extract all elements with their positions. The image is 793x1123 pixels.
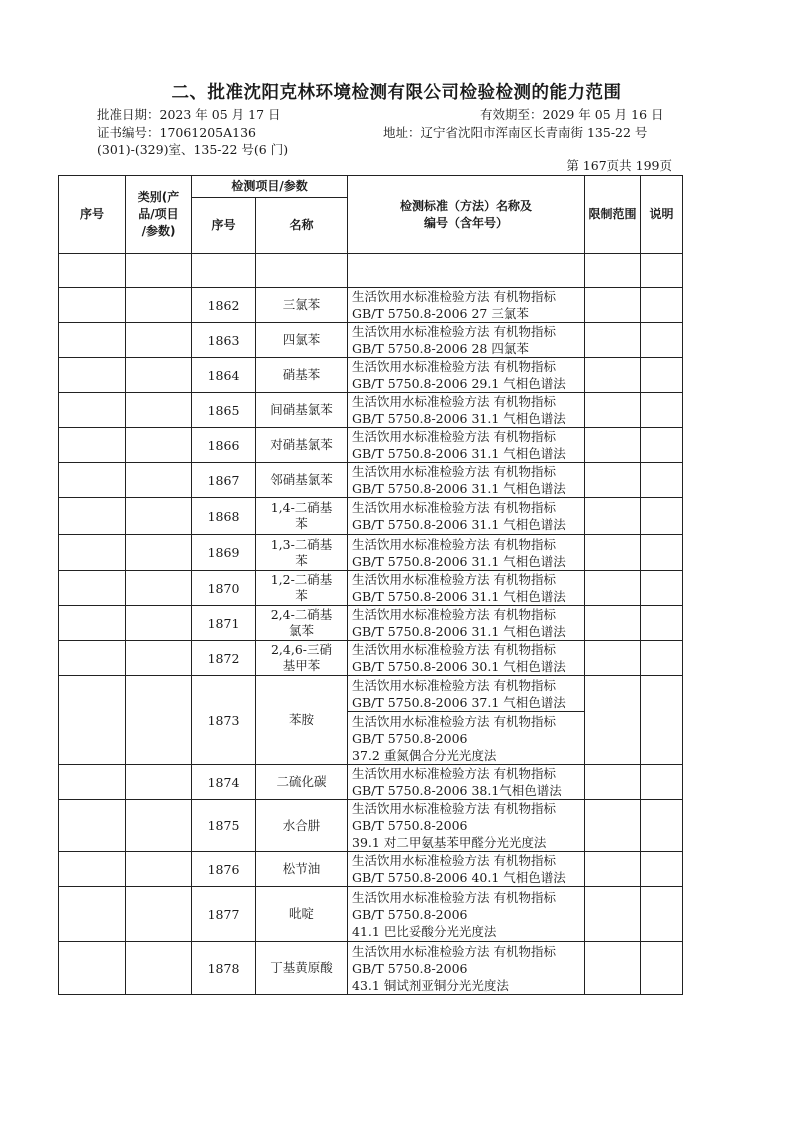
item-number: 1875: [192, 800, 256, 852]
item-number: 1866: [192, 428, 256, 463]
table-row: [59, 393, 683, 428]
standard-line: GB/T 5750.8-2006 38.1气相色谱法: [352, 783, 562, 798]
item-name: [256, 606, 348, 641]
item-number: 1878: [192, 942, 256, 995]
table-row: [59, 942, 683, 995]
standard-line: GB/T 5750.8-2006: [352, 906, 468, 922]
note-cell: [641, 676, 683, 765]
category-cell: [126, 358, 192, 393]
seq-cell: [59, 606, 126, 641]
note-cell: [641, 428, 683, 463]
table-row: [59, 676, 683, 712]
standard-line: 生活饮用水标准检验方法 有机物指标: [352, 607, 556, 622]
note-cell: [641, 535, 683, 571]
standard-line: GB/T 5750.8-2006 28 四氯苯: [352, 341, 529, 356]
item-name: [256, 393, 348, 428]
standard-line: GB/T 5750.8-2006 27 三氯苯: [352, 306, 529, 321]
standard-cell: [348, 463, 585, 498]
page-number: 第 167页共 199页: [566, 158, 672, 173]
table-row: [59, 498, 683, 535]
limit-cell: [585, 641, 641, 676]
empty-cell: [126, 254, 192, 288]
standard-line: 生活饮用水标准检验方法 有机物指标: [352, 324, 556, 339]
item-name-line: 二硫化碳: [276, 774, 327, 789]
item-number: 1864: [192, 358, 256, 393]
standard-line: 生活饮用水标准检验方法 有机物指标: [352, 642, 556, 657]
seq-cell: [59, 535, 126, 571]
item-name: [256, 428, 348, 463]
document-title: 二、批准沈阳克林环境检测有限公司检验检测的能力范围: [171, 83, 622, 103]
empty-cell: [641, 254, 683, 288]
standard-line: GB/T 5750.8-2006 31.1 气相色谱法: [352, 589, 566, 604]
category-cell: [126, 393, 192, 428]
item-name-line: 2,4-二硝基: [270, 607, 333, 622]
standard-line: GB/T 5750.8-2006: [352, 960, 468, 976]
standard-line: GB/T 5750.8-2006 31.1 气相色谱法: [352, 411, 566, 426]
standard-line: GB/T 5750.8-2006: [352, 730, 468, 746]
header-seq: 序号: [59, 176, 126, 254]
empty-cell: [585, 254, 641, 288]
standard-line: 生活饮用水标准检验方法 有机物指标: [352, 713, 556, 729]
item-number: 1867: [192, 463, 256, 498]
standard-line: 生活饮用水标准检验方法 有机物指标: [352, 359, 556, 374]
item-name-line: 水合肼: [282, 817, 321, 833]
empty-cell: [192, 254, 256, 288]
item-name-line: 邻硝基氯苯: [270, 472, 333, 487]
category-cell: [126, 942, 192, 995]
item-number: 1876: [192, 852, 256, 887]
item-number: 1865: [192, 393, 256, 428]
item-name-line: 间硝基氯苯: [270, 402, 333, 417]
category-cell: [126, 571, 192, 606]
standard-cell: [348, 712, 585, 765]
category-cell: [126, 765, 192, 800]
table-body: [59, 254, 683, 995]
limit-cell: [585, 288, 641, 323]
header-item-group: 检测项目/参数: [192, 176, 348, 198]
standard-line: 生活饮用水标准检验方法 有机物指标: [352, 853, 556, 868]
note-cell: [641, 393, 683, 428]
item-name-line: 1,2-二硝基: [270, 572, 333, 587]
item-name-line: 三氯苯: [282, 297, 321, 312]
note-cell: [641, 288, 683, 323]
item-name-line: 苯: [295, 588, 308, 603]
note-cell: [641, 887, 683, 942]
standard-cell: [348, 606, 585, 641]
item-number: 1868: [192, 498, 256, 535]
certificate-number: 证书编号：17061205A136: [97, 125, 257, 140]
item-name: [256, 463, 348, 498]
standard-cell: [348, 358, 585, 393]
seq-cell: [59, 641, 126, 676]
seq-cell: [59, 463, 126, 498]
seq-cell: [59, 942, 126, 995]
seq-cell: [59, 393, 126, 428]
item-name: [256, 498, 348, 535]
limit-cell: [585, 428, 641, 463]
item-name-line: 松节油: [282, 861, 321, 876]
table-row: [59, 535, 683, 571]
table-row: [59, 428, 683, 463]
standard-line: 生活饮用水标准检验方法 有机物指标: [352, 394, 556, 409]
item-name: [256, 641, 348, 676]
empty-cell: [348, 254, 585, 288]
standard-line: 生活饮用水标准检验方法 有机物指标: [352, 943, 556, 959]
standard-line: GB/T 5750.8-2006 31.1 气相色谱法: [352, 553, 566, 569]
standard-cell: [348, 852, 585, 887]
limit-cell: [585, 498, 641, 535]
limit-cell: [585, 942, 641, 995]
item-name-line: 丁基黄原酸: [270, 960, 333, 975]
category-cell: [126, 852, 192, 887]
item-name: [256, 323, 348, 358]
standard-cell: [348, 676, 585, 712]
standard-line: GB/T 5750.8-2006 31.1 气相色谱法: [352, 481, 566, 496]
category-cell: [126, 323, 192, 358]
standard-line: 生活饮用水标准检验方法 有机物指标: [352, 801, 556, 816]
header-item-no: 序号: [192, 198, 256, 254]
standard-line: GB/T 5750.8-2006 40.1 气相色谱法: [352, 870, 566, 885]
item-number: 1862: [192, 288, 256, 323]
header-item-name: 名称: [256, 198, 348, 254]
standard-cell: [348, 428, 585, 463]
note-cell: [641, 641, 683, 676]
address-continued: (301)-(329)室、135-22 号(6 门): [97, 142, 289, 157]
item-name-line: 1,3-二硝基: [270, 536, 333, 552]
item-name: [256, 676, 348, 765]
limit-cell: [585, 800, 641, 852]
standard-line: 生活饮用水标准检验方法 有机物指标: [352, 536, 556, 552]
item-number: 1877: [192, 887, 256, 942]
seq-cell: [59, 571, 126, 606]
category-cell: [126, 463, 192, 498]
seq-cell: [59, 765, 126, 800]
standard-line: 37.2 重氮偶合分光光度法: [352, 747, 497, 763]
note-cell: [641, 571, 683, 606]
standard-cell: [348, 942, 585, 995]
item-name: [256, 852, 348, 887]
standard-cell: [348, 571, 585, 606]
seq-cell: [59, 428, 126, 463]
table-row: [59, 606, 683, 641]
address: 地址：辽宁省沈阳市浑南区长青南街 135-22 号: [383, 125, 648, 140]
item-name-line: 对硝基氯苯: [270, 437, 333, 452]
seq-cell: [59, 852, 126, 887]
standard-cell: [348, 641, 585, 676]
table-row: [59, 323, 683, 358]
standard-line: GB/T 5750.8-2006 30.1 气相色谱法: [352, 659, 566, 674]
note-cell: [641, 800, 683, 852]
item-name: [256, 358, 348, 393]
header-limit: 限制范围: [585, 176, 641, 254]
table-row: [59, 254, 683, 288]
seq-cell: [59, 498, 126, 535]
standard-line: 39.1 对二甲氨基苯甲醛分光光度法: [352, 835, 547, 850]
item-name-line: 1,4-二硝基: [270, 500, 333, 515]
standard-line: GB/T 5750.8-2006 29.1 气相色谱法: [352, 376, 566, 391]
capability-table: [58, 175, 683, 995]
item-name-line: 氯苯: [289, 623, 315, 638]
standard-line: GB/T 5750.8-2006 31.1 气相色谱法: [352, 517, 566, 532]
table-row: [59, 463, 683, 498]
standard-line: 生活饮用水标准检验方法 有机物指标: [352, 500, 556, 515]
limit-cell: [585, 852, 641, 887]
item-number: 1863: [192, 323, 256, 358]
item-name: [256, 765, 348, 800]
limit-cell: [585, 323, 641, 358]
table-row: [59, 288, 683, 323]
category-cell: [126, 676, 192, 765]
item-name: [256, 887, 348, 942]
item-name: [256, 288, 348, 323]
item-name-line: 吡啶: [289, 906, 315, 921]
category-cell: [126, 641, 192, 676]
note-cell: [641, 606, 683, 641]
category-cell: [126, 606, 192, 641]
note-cell: [641, 765, 683, 800]
category-cell: [126, 800, 192, 852]
seq-cell: [59, 887, 126, 942]
seq-cell: [59, 288, 126, 323]
standard-cell: [348, 393, 585, 428]
category-cell: [126, 535, 192, 571]
empty-cell: [256, 254, 348, 288]
item-number: 1873: [192, 676, 256, 765]
table-row: [59, 852, 683, 887]
limit-cell: [585, 765, 641, 800]
item-name: [256, 942, 348, 995]
seq-cell: [59, 800, 126, 852]
standard-line: GB/T 5750.8-2006 37.1 气相色谱法: [352, 694, 566, 710]
header-category: 类别(产 品/项目 /参数): [126, 176, 192, 254]
item-name-line: 苯: [295, 516, 308, 531]
header-standard: 检测标准（方法）名称及 编号（含年号）: [348, 176, 585, 254]
item-name-line: 四氯苯: [282, 332, 321, 347]
item-number: 1871: [192, 606, 256, 641]
item-name-line: 苯胺: [289, 712, 315, 727]
table-row: [59, 887, 683, 942]
standard-line: 43.1 铜试剂亚铜分光光度法: [352, 977, 509, 993]
table-row: [59, 358, 683, 393]
table-row: [59, 765, 683, 800]
seq-cell: [59, 676, 126, 765]
limit-cell: [585, 358, 641, 393]
standard-line: 生活饮用水标准检验方法 有机物指标: [352, 464, 556, 479]
limit-cell: [585, 535, 641, 571]
limit-cell: [585, 676, 641, 765]
standard-line: 生活饮用水标准检验方法 有机物指标: [352, 289, 556, 304]
table-row: [59, 800, 683, 852]
seq-cell: [59, 358, 126, 393]
standard-line: GB/T 5750.8-2006 31.1 气相色谱法: [352, 624, 566, 639]
standard-cell: [348, 288, 585, 323]
category-cell: [126, 288, 192, 323]
note-cell: [641, 498, 683, 535]
note-cell: [641, 323, 683, 358]
seq-cell: [59, 323, 126, 358]
category-cell: [126, 428, 192, 463]
note-cell: [641, 463, 683, 498]
standard-line: 生活饮用水标准检验方法 有机物指标: [352, 429, 556, 444]
standard-line: GB/T 5750.8-2006 31.1 气相色谱法: [352, 446, 566, 461]
standard-line: 41.1 巴比妥酸分光光度法: [352, 923, 497, 939]
table-row: [59, 571, 683, 606]
limit-cell: [585, 571, 641, 606]
item-name-line: 基甲苯: [282, 658, 321, 673]
note-cell: [641, 358, 683, 393]
item-name-line: 硝基苯: [282, 367, 321, 382]
note-cell: [641, 942, 683, 995]
item-number: 1870: [192, 571, 256, 606]
header-note: 说明: [641, 176, 683, 254]
standard-cell: [348, 887, 585, 942]
item-name: [256, 535, 348, 571]
item-number: 1872: [192, 641, 256, 676]
limit-cell: [585, 606, 641, 641]
standard-line: 生活饮用水标准检验方法 有机物指标: [352, 766, 556, 781]
approval-date: 批准日期：2023 年 05 月 17 日: [97, 107, 281, 122]
item-name: [256, 800, 348, 852]
standard-cell: [348, 498, 585, 535]
table-row: [59, 641, 683, 676]
standard-line: 生活饮用水标准检验方法 有机物指标: [352, 572, 556, 587]
category-cell: [126, 887, 192, 942]
valid-until: 有效期至：2029 年 05 月 16 日: [480, 107, 664, 122]
standard-line: 生活饮用水标准检验方法 有机物指标: [352, 677, 556, 693]
item-number: 1869: [192, 535, 256, 571]
item-name: [256, 571, 348, 606]
standard-cell: [348, 765, 585, 800]
standard-cell: [348, 800, 585, 852]
item-name-line: 2,4,6-三硝: [270, 642, 333, 657]
limit-cell: [585, 463, 641, 498]
item-name-line: 苯: [295, 552, 308, 568]
standard-line: 生活饮用水标准检验方法 有机物指标: [352, 889, 556, 905]
item-number: 1874: [192, 765, 256, 800]
empty-cell: [59, 254, 126, 288]
category-cell: [126, 498, 192, 535]
standard-cell: [348, 323, 585, 358]
note-cell: [641, 852, 683, 887]
standard-cell: [348, 535, 585, 571]
limit-cell: [585, 393, 641, 428]
standard-line: GB/T 5750.8-2006: [352, 818, 468, 833]
limit-cell: [585, 887, 641, 942]
